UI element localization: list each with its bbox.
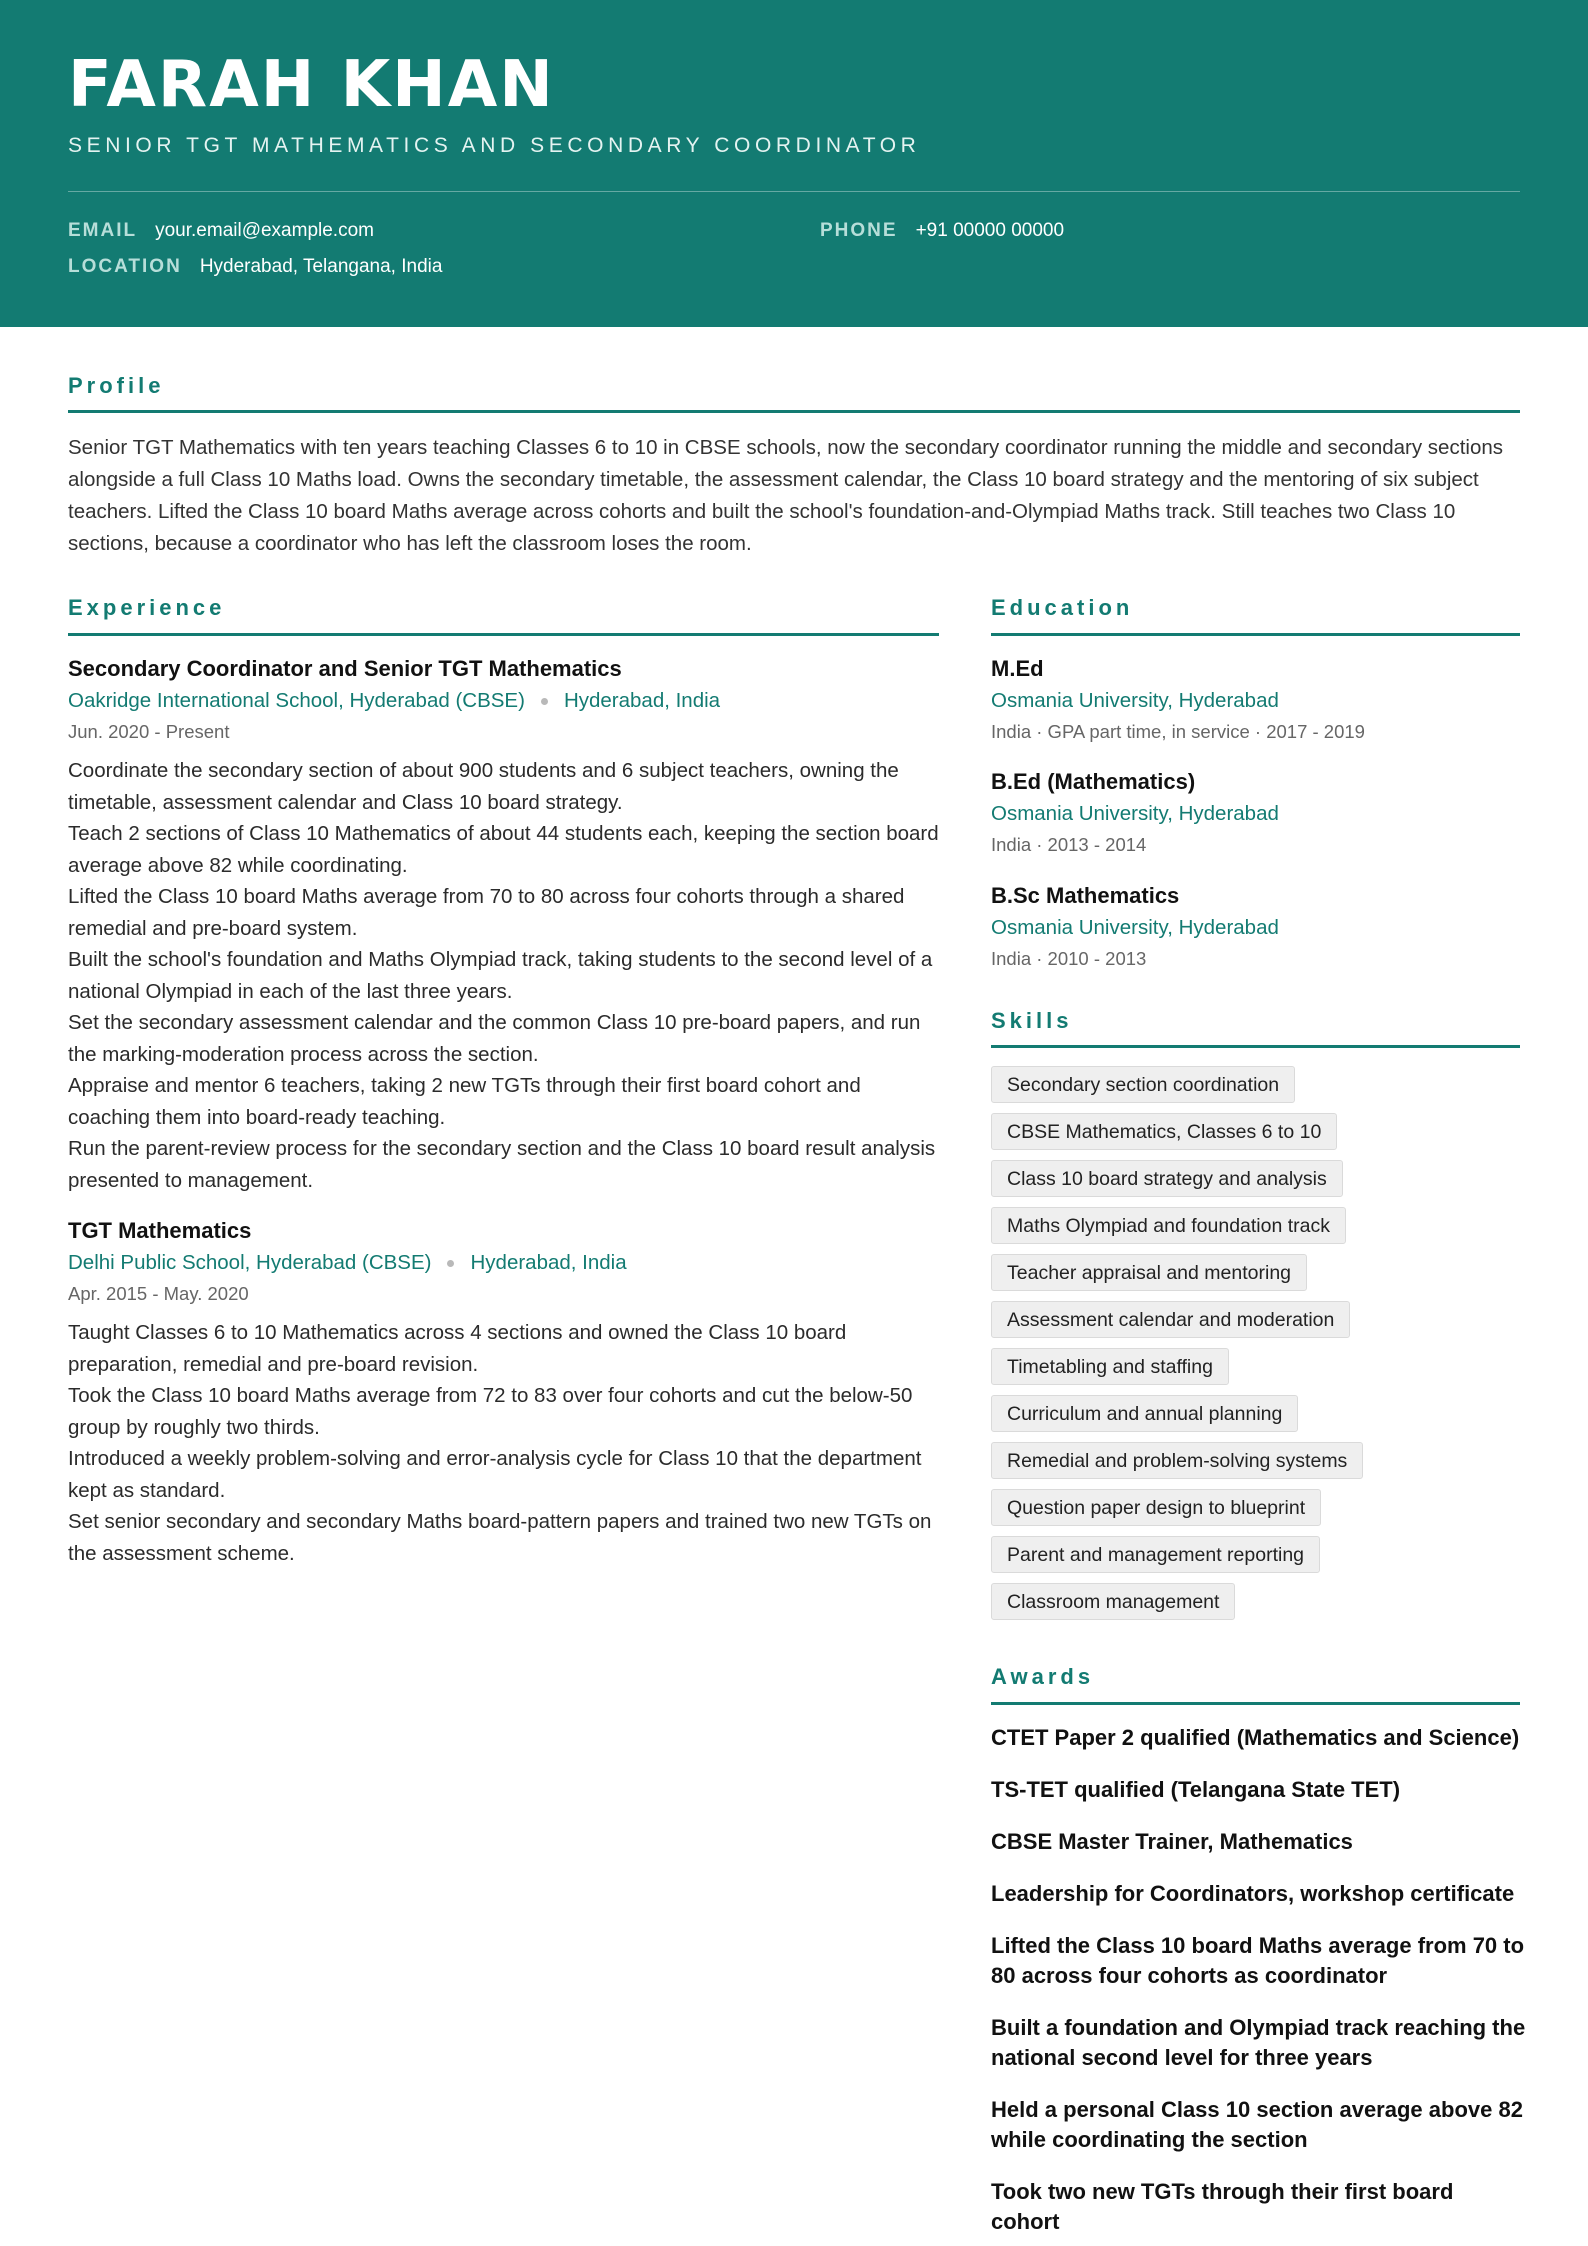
location-label: LOCATION [68, 256, 182, 277]
section-title-awards: Awards [991, 1664, 1095, 1689]
award-item: Lifted the Class 10 board Maths average from 70 to 80 across four cohorts as coordinator [991, 1933, 1525, 1988]
skill-chip: Class 10 board strategy and analysis [991, 1160, 1343, 1197]
header-divider [68, 191, 1520, 192]
skill-chip: Teacher appraisal and mentoring [991, 1254, 1307, 1291]
award-item: CBSE Master Trainer, Mathematics [991, 1829, 1353, 1854]
job-location: Hyderabad, India [563, 689, 721, 712]
awards-list [991, 1723, 1526, 2246]
skill-chip: Assessment calendar and moderation [991, 1301, 1350, 1338]
education-degree: B.Sc Mathematics [991, 883, 1180, 908]
job-bullet: Set senior secondary and secondary Maths board-pattern papers and trained two new TGTs on the assessment scheme. [68, 1510, 932, 1565]
job-bullet: Lifted the Class 10 board Maths average from 70 to 80 across four cohorts through a shared remedial and pre-board system. [68, 885, 905, 940]
job-organization: Delhi Public School, Hyderabad (CBSE) [68, 1251, 432, 1274]
candidate-name: FARAH KHAN [68, 48, 555, 122]
award-item: Leadership for Coordinators, workshop certificate [991, 1881, 1515, 1906]
skill-chip: Parent and management reporting [991, 1536, 1320, 1573]
skill-chip: Secondary section coordination [991, 1066, 1295, 1103]
skill-chip: Curriculum and annual planning [991, 1395, 1298, 1432]
job-dates: Jun. 2020 - Present [68, 721, 230, 742]
section-rule-experience [68, 633, 939, 636]
job-dates: Apr. 2015 - May. 2020 [68, 1283, 249, 1304]
phone-value[interactable]: +91 00000 00000 [915, 220, 1065, 241]
skill-chip: Remedial and problem-solving systems [991, 1442, 1363, 1479]
award-item: CTET Paper 2 qualified (Mathematics and Science) [991, 1725, 1520, 1750]
award-item: Held a personal Class 10 section average above 82 while coordinating the section [991, 2097, 1523, 2152]
job-bullet: Set the secondary assessment calendar and the common Class 10 pre-board papers, and run the marking-moderation process across the section. [68, 1011, 921, 1066]
profile-summary: Senior TGT Mathematics with ten years teaching Classes 6 to 10 in CBSE schools, now the secondary coordinator running the middle and secondary sections alongside a full Class 10 Maths load. Owns the secondary timetable, the assessment calendar, the Class 10 board strategy and the mentoring of six subject teachers. Lifted the Class 10 board Maths average across cohorts and built the school's foundation-and-Olympiad Maths track. Still teaches two Class 10 sections, because a coordinator who has left the classroom loses the room. [68, 436, 1503, 555]
candidate-title: SENIOR TGT MATHEMATICS AND SECONDARY COORDINATOR [68, 134, 921, 157]
section-title-skills: Skills [991, 1008, 1073, 1033]
job-organization-line [68, 1251, 627, 1275]
job-bullet: Run the parent-review process for the secondary section and the Class 10 board result analysis presented to management. [68, 1137, 936, 1192]
email-label: EMAIL [68, 220, 138, 241]
section-title-profile: Profile [68, 373, 165, 398]
section-rule-education [991, 633, 1520, 636]
skill-chip: Classroom management [991, 1583, 1235, 1620]
education-school: Osmania University, Hyderabad [991, 689, 1279, 712]
education-degree: M.Ed [991, 656, 1044, 681]
separator-dot [541, 698, 548, 705]
job-bullet: Introduced a weekly problem-solving and error-analysis cycle for Class 10 that the department kept as standard. [68, 1447, 922, 1502]
education-meta: India · GPA part time, in service · 2017 - 2019 [991, 721, 1365, 742]
job-bullet: Taught Classes 6 to 10 Mathematics across 4 sections and owned the Class 10 board preparation, remedial and pre-board revision. [68, 1321, 847, 1376]
job-bullet: Coordinate the secondary section of about 900 students and 6 subject teachers, owning the timetable, assessment calendar and Class 10 board strategy. [68, 759, 899, 814]
job-bullet: Teach 2 sections of Class 10 Mathematics of about 44 students each, keeping the section board average above 82 while coordinating. [68, 822, 939, 877]
education-school: Osmania University, Hyderabad [991, 802, 1279, 825]
education-school: Osmania University, Hyderabad [991, 916, 1279, 939]
section-rule-skills [991, 1045, 1520, 1048]
section-title-experience: Experience [68, 595, 226, 620]
job-bullet: Took the Class 10 board Maths average from 72 to 83 over four cohorts and cut the below-50 group by roughly two thirds. [68, 1384, 913, 1439]
job-location: Hyderabad, India [470, 1251, 627, 1274]
job-bullet: Built the school's foundation and Maths Olympiad track, taking students to the second level of a national Olympiad in each of the last three years. [68, 948, 933, 1003]
job-bullets [68, 755, 948, 1196]
job-bullets [68, 1317, 948, 1569]
job-title: TGT Mathematics [68, 1218, 252, 1243]
skill-chip: Maths Olympiad and foundation track [991, 1207, 1346, 1244]
skills-list [991, 1066, 1521, 1630]
award-item: TS-TET qualified (Telangana State TET) [991, 1777, 1401, 1802]
section-rule-profile [68, 410, 1520, 413]
award-item: Took two new TGTs through their first board cohort [991, 2179, 1454, 2234]
phone-label: PHONE [820, 220, 898, 241]
contact-email [68, 220, 374, 242]
separator-dot [447, 1260, 454, 1267]
section-rule-awards [991, 1702, 1520, 1705]
education-degree: B.Ed (Mathematics) [991, 769, 1196, 794]
resume-header [0, 0, 1588, 327]
section-title-education: Education [991, 595, 1134, 620]
award-item: Built a foundation and Olympiad track reaching the national second level for three years [991, 2015, 1526, 2070]
job-organization-line [68, 689, 720, 713]
location-value: Hyderabad, Telangana, India [199, 256, 443, 277]
skill-chip: CBSE Mathematics, Classes 6 to 10 [991, 1113, 1337, 1150]
contact-phone [820, 220, 1064, 242]
education-meta: India · 2010 - 2013 [991, 948, 1147, 969]
skill-chip: Question paper design to blueprint [991, 1489, 1321, 1526]
skill-chip: Timetabling and staffing [991, 1348, 1229, 1385]
job-organization: Oakridge International School, Hyderabad (CBSE) [68, 689, 525, 712]
job-title: Secondary Coordinator and Senior TGT Mathematics [68, 656, 622, 681]
email-value[interactable]: your.email@example.com [155, 220, 374, 241]
education-meta: India · 2013 - 2014 [991, 834, 1147, 855]
contact-location [68, 256, 442, 278]
job-bullet: Appraise and mentor 6 teachers, taking 2 new TGTs through their first board cohort and coaching them into board-ready teaching. [68, 1074, 861, 1129]
